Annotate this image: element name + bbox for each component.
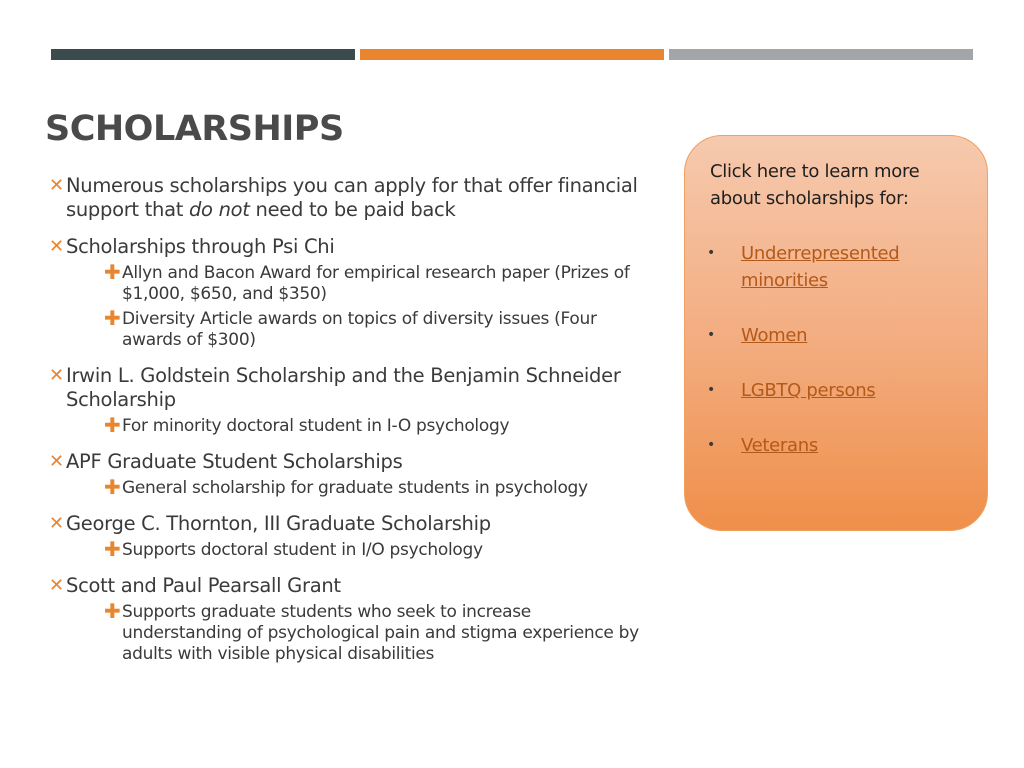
x-mark-icon: ✕ xyxy=(49,175,64,196)
list-item xyxy=(49,512,639,561)
header-bar-dark xyxy=(51,49,355,60)
list-item xyxy=(707,432,977,459)
link-lgbtq-persons[interactable]: LGBTQ persons xyxy=(741,380,876,401)
sub-item-text: General scholarship for graduate students in psychology xyxy=(122,478,588,498)
bullet-icon: • xyxy=(707,327,716,343)
slide-title: SCHOLARSHIPS xyxy=(45,109,344,150)
item-text: George C. Thornton, III Graduate Scholarship xyxy=(66,512,491,535)
bullet-icon: • xyxy=(707,245,716,261)
sub-item-text: Allyn and Bacon Award for empirical research paper (Prizes of $1,000, $650, and $350) xyxy=(122,263,630,304)
list-item xyxy=(49,450,639,499)
item-text: Irwin L. Goldstein Scholarship and the Benjamin Schneider Scholarship xyxy=(66,364,621,411)
sub-item xyxy=(104,260,639,305)
scholarship-list xyxy=(49,174,639,678)
item-text: Scott and Paul Pearsall Grant xyxy=(66,574,341,597)
plus-icon: ✚ xyxy=(104,537,121,561)
bullet-icon: • xyxy=(707,382,716,398)
x-mark-icon: ✕ xyxy=(49,451,64,472)
link-veterans[interactable]: Veterans xyxy=(741,435,818,456)
header-bar-orange xyxy=(360,49,664,60)
link-underrepresented-minorities[interactable]: Underrepresented minorities xyxy=(741,243,900,291)
item-text: APF Graduate Student Scholarships xyxy=(66,450,403,473)
x-mark-icon: ✕ xyxy=(49,236,64,257)
item-emphasis: do not xyxy=(188,198,250,221)
plus-icon: ✚ xyxy=(104,475,121,499)
callout-link-list xyxy=(707,240,977,487)
x-mark-icon: ✕ xyxy=(49,575,64,596)
list-item xyxy=(49,574,639,665)
sub-item-text: Supports doctoral student in I/O psychology xyxy=(122,540,483,560)
x-mark-icon: ✕ xyxy=(49,365,64,386)
list-item xyxy=(49,235,639,351)
item-text: Numerous scholarships you can apply for that offer financial support that xyxy=(66,174,638,221)
list-item xyxy=(707,377,977,404)
link-women[interactable]: Women xyxy=(741,325,808,346)
list-item xyxy=(707,322,977,349)
item-text-after: need to be paid back xyxy=(249,198,456,221)
sub-item xyxy=(104,306,639,351)
plus-icon: ✚ xyxy=(104,306,121,330)
sub-item xyxy=(104,599,639,665)
x-mark-icon: ✕ xyxy=(49,513,64,534)
header-bar-gray xyxy=(669,49,973,60)
callout-intro-text: Click here to learn more about scholarships for: xyxy=(710,161,920,209)
item-text: Scholarships through Psi Chi xyxy=(66,235,335,258)
sub-item xyxy=(104,413,639,437)
sub-item xyxy=(104,537,639,561)
scholarship-links-callout xyxy=(684,135,988,531)
plus-icon: ✚ xyxy=(104,599,121,623)
sub-item-text: Diversity Article awards on topics of diversity issues (Four awards of $300) xyxy=(122,309,597,350)
sub-item-text: For minority doctoral student in I-O psychology xyxy=(122,416,510,436)
plus-icon: ✚ xyxy=(104,413,121,437)
plus-icon: ✚ xyxy=(104,260,121,284)
list-item xyxy=(49,174,639,222)
sub-item xyxy=(104,475,639,499)
list-item xyxy=(707,240,977,294)
sub-item-text: Supports graduate students who seek to increase understanding of psychological pain and stigma experience by adults with visible physical disabilities xyxy=(122,602,639,664)
bullet-icon: • xyxy=(707,437,716,453)
list-item xyxy=(49,364,639,437)
